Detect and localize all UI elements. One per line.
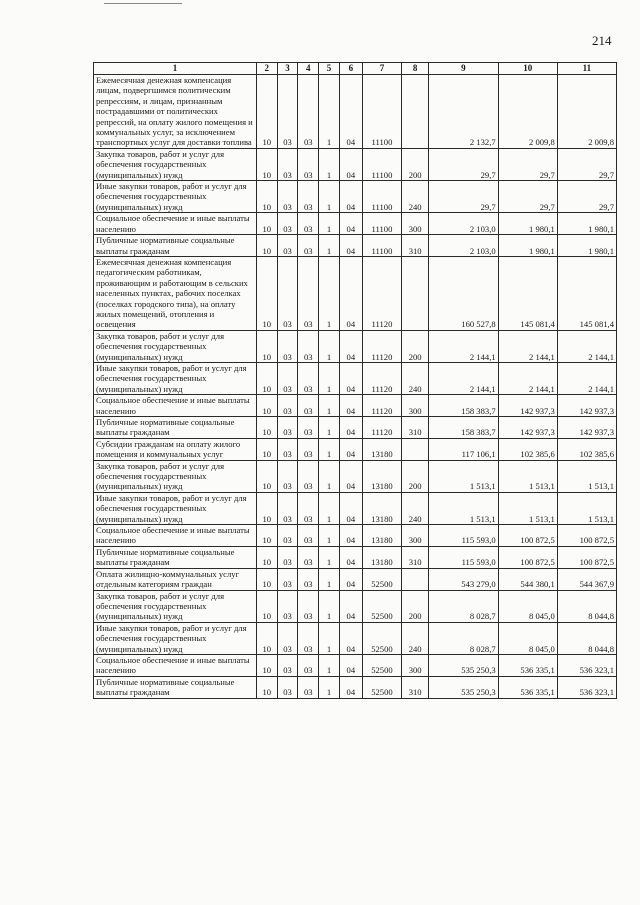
code-cell: 240 bbox=[402, 181, 429, 213]
code-cell: 03 bbox=[277, 148, 298, 180]
code-cell: 11100 bbox=[362, 213, 401, 235]
amount-cell: 29,7 bbox=[498, 148, 557, 180]
code-cell: 04 bbox=[339, 417, 362, 439]
code-cell: 310 bbox=[402, 417, 429, 439]
code-cell: 03 bbox=[277, 235, 298, 257]
amount-cell: 1 513,1 bbox=[557, 492, 616, 524]
table-row bbox=[94, 75, 617, 149]
code-cell: 04 bbox=[339, 460, 362, 492]
code-cell: 240 bbox=[402, 492, 429, 524]
code-cell: 200 bbox=[402, 590, 429, 622]
code-cell: 03 bbox=[277, 568, 298, 590]
code-cell: 310 bbox=[402, 676, 429, 698]
amount-cell: 1 513,1 bbox=[498, 460, 557, 492]
column-header: 5 bbox=[319, 63, 340, 75]
column-header: 4 bbox=[298, 63, 319, 75]
code-cell: 10 bbox=[256, 460, 277, 492]
code-cell: 03 bbox=[277, 330, 298, 362]
column-header: 8 bbox=[402, 63, 429, 75]
code-cell: 03 bbox=[277, 546, 298, 568]
code-cell: 1 bbox=[319, 492, 340, 524]
column-header: 2 bbox=[256, 63, 277, 75]
amount-cell: 100 872,5 bbox=[557, 546, 616, 568]
row-name-cell: Субсидии гражданам на оплату жилого помещения и коммунальных услуг bbox=[94, 438, 257, 460]
amount-cell: 8 028,7 bbox=[429, 622, 499, 654]
code-cell: 52500 bbox=[362, 590, 401, 622]
code-cell: 03 bbox=[298, 438, 319, 460]
table-row bbox=[94, 362, 617, 394]
column-header: 7 bbox=[362, 63, 401, 75]
amount-cell: 1 980,1 bbox=[557, 235, 616, 257]
code-cell: 03 bbox=[298, 235, 319, 257]
code-cell: 240 bbox=[402, 362, 429, 394]
code-cell: 52500 bbox=[362, 676, 401, 698]
code-cell: 1 bbox=[319, 181, 340, 213]
code-cell: 1 bbox=[319, 213, 340, 235]
code-cell: 03 bbox=[298, 256, 319, 330]
table-row bbox=[94, 395, 617, 417]
amount-cell: 1 980,1 bbox=[498, 213, 557, 235]
row-name-cell: Публичные нормативные социальные выплаты гражданам bbox=[94, 676, 257, 698]
row-name-cell: Ежемесячная денежная компенсация педагогическим работникам, проживающим и работающим в сельских населенных пунктах, рабочих поселках (поселках городского типа), на оплату жилых помещений, отопления и освещения bbox=[94, 256, 257, 330]
code-cell: 10 bbox=[256, 492, 277, 524]
table-row bbox=[94, 417, 617, 439]
code-cell: 52500 bbox=[362, 654, 401, 676]
code-cell: 04 bbox=[339, 75, 362, 149]
table-row bbox=[94, 525, 617, 547]
top-rule bbox=[104, 3, 182, 4]
code-cell: 310 bbox=[402, 546, 429, 568]
code-cell: 03 bbox=[298, 75, 319, 149]
amount-cell: 115 593,0 bbox=[429, 546, 499, 568]
amount-cell: 2 144,1 bbox=[557, 362, 616, 394]
code-cell: 03 bbox=[298, 590, 319, 622]
amount-cell: 2 103,0 bbox=[429, 213, 499, 235]
code-cell: 03 bbox=[298, 492, 319, 524]
code-cell: 1 bbox=[319, 235, 340, 257]
code-cell: 03 bbox=[277, 590, 298, 622]
amount-cell: 2 009,8 bbox=[557, 75, 616, 149]
amount-cell: 1 513,1 bbox=[557, 460, 616, 492]
code-cell: 52500 bbox=[362, 622, 401, 654]
amount-cell: 2 103,0 bbox=[429, 235, 499, 257]
code-cell: 11100 bbox=[362, 75, 401, 149]
code-cell: 1 bbox=[319, 525, 340, 547]
table-row bbox=[94, 654, 617, 676]
table-row bbox=[94, 590, 617, 622]
code-cell: 03 bbox=[277, 654, 298, 676]
table-row bbox=[94, 492, 617, 524]
code-cell bbox=[402, 438, 429, 460]
code-cell: 10 bbox=[256, 235, 277, 257]
code-cell: 04 bbox=[339, 622, 362, 654]
code-cell: 11100 bbox=[362, 235, 401, 257]
amount-cell: 158 383,7 bbox=[429, 417, 499, 439]
code-cell: 04 bbox=[339, 213, 362, 235]
column-header: 3 bbox=[277, 63, 298, 75]
row-name-cell: Социальное обеспечение и иные выплаты населению bbox=[94, 654, 257, 676]
code-cell: 03 bbox=[298, 395, 319, 417]
table-row bbox=[94, 568, 617, 590]
table-row bbox=[94, 181, 617, 213]
code-cell: 10 bbox=[256, 256, 277, 330]
code-cell: 10 bbox=[256, 622, 277, 654]
code-cell: 300 bbox=[402, 525, 429, 547]
amount-cell: 536 323,1 bbox=[557, 654, 616, 676]
code-cell: 1 bbox=[319, 395, 340, 417]
code-cell: 03 bbox=[277, 676, 298, 698]
amount-cell: 1 980,1 bbox=[498, 235, 557, 257]
code-cell: 03 bbox=[298, 568, 319, 590]
column-header: 6 bbox=[339, 63, 362, 75]
amount-cell: 100 872,5 bbox=[498, 525, 557, 547]
code-cell: 04 bbox=[339, 181, 362, 213]
code-cell: 1 bbox=[319, 622, 340, 654]
code-cell: 04 bbox=[339, 395, 362, 417]
code-cell: 1 bbox=[319, 75, 340, 149]
amount-cell: 142 937,3 bbox=[498, 395, 557, 417]
code-cell: 04 bbox=[339, 330, 362, 362]
amount-cell: 544 367,9 bbox=[557, 568, 616, 590]
code-cell: 13180 bbox=[362, 438, 401, 460]
amount-cell: 142 937,3 bbox=[557, 417, 616, 439]
code-cell bbox=[402, 256, 429, 330]
row-name-cell: Закупка товаров, работ и услуг для обеспечения государственных (муниципальных) нужд bbox=[94, 148, 257, 180]
code-cell: 300 bbox=[402, 654, 429, 676]
amount-cell: 100 872,5 bbox=[557, 525, 616, 547]
table-row bbox=[94, 546, 617, 568]
amount-cell: 117 106,1 bbox=[429, 438, 499, 460]
code-cell: 10 bbox=[256, 676, 277, 698]
column-header: 10 bbox=[498, 63, 557, 75]
code-cell: 03 bbox=[298, 330, 319, 362]
amount-cell: 536 323,1 bbox=[557, 676, 616, 698]
code-cell: 03 bbox=[298, 181, 319, 213]
row-name-cell: Ежемесячная денежная компенсация лицам, подвергшимся политическим репрессиям, и лицам, признанным пострадавшими от политических репрессий, на оплату жилого помещения и коммунальных услуг, за исключением транспортных услуг для доставки топлива bbox=[94, 75, 257, 149]
table-row bbox=[94, 438, 617, 460]
table-row bbox=[94, 256, 617, 330]
amount-cell: 8 044,8 bbox=[557, 590, 616, 622]
table-row bbox=[94, 213, 617, 235]
code-cell bbox=[402, 568, 429, 590]
code-cell: 04 bbox=[339, 256, 362, 330]
code-cell: 300 bbox=[402, 213, 429, 235]
code-cell: 03 bbox=[298, 148, 319, 180]
amount-cell: 8 045,0 bbox=[498, 622, 557, 654]
code-cell: 13180 bbox=[362, 525, 401, 547]
amount-cell: 2 144,1 bbox=[429, 362, 499, 394]
code-cell: 10 bbox=[256, 330, 277, 362]
code-cell: 52500 bbox=[362, 568, 401, 590]
amount-cell: 29,7 bbox=[429, 181, 499, 213]
row-name-cell: Закупка товаров, работ и услуг для обеспечения государственных (муниципальных) нужд bbox=[94, 460, 257, 492]
amount-cell: 29,7 bbox=[557, 148, 616, 180]
row-name-cell: Иные закупки товаров, работ и услуг для обеспечения государственных (муниципальных) нужд bbox=[94, 362, 257, 394]
row-name-cell: Публичные нормативные социальные выплаты гражданам bbox=[94, 546, 257, 568]
row-name-cell: Социальное обеспечение и иные выплаты населению bbox=[94, 213, 257, 235]
code-cell: 04 bbox=[339, 525, 362, 547]
code-cell: 1 bbox=[319, 330, 340, 362]
amount-cell: 8 045,0 bbox=[498, 590, 557, 622]
code-cell: 03 bbox=[298, 525, 319, 547]
amount-cell: 160 527,8 bbox=[429, 256, 499, 330]
code-cell: 11120 bbox=[362, 330, 401, 362]
code-cell: 03 bbox=[277, 395, 298, 417]
code-cell: 03 bbox=[298, 622, 319, 654]
code-cell: 10 bbox=[256, 181, 277, 213]
code-cell: 10 bbox=[256, 148, 277, 180]
code-cell: 10 bbox=[256, 546, 277, 568]
code-cell: 10 bbox=[256, 525, 277, 547]
code-cell: 03 bbox=[277, 417, 298, 439]
amount-cell: 535 250,3 bbox=[429, 654, 499, 676]
code-cell: 11120 bbox=[362, 395, 401, 417]
column-header: 11 bbox=[557, 63, 616, 75]
amount-cell: 145 081,4 bbox=[557, 256, 616, 330]
row-name-cell: Закупка товаров, работ и услуг для обеспечения государственных (муниципальных) нужд bbox=[94, 330, 257, 362]
row-name-cell: Иные закупки товаров, работ и услуг для обеспечения государственных (муниципальных) нужд bbox=[94, 622, 257, 654]
amount-cell: 536 335,1 bbox=[498, 676, 557, 698]
amount-cell: 145 081,4 bbox=[498, 256, 557, 330]
amount-cell: 544 380,1 bbox=[498, 568, 557, 590]
amount-cell: 29,7 bbox=[429, 148, 499, 180]
amount-cell: 8 044,8 bbox=[557, 622, 616, 654]
code-cell: 04 bbox=[339, 362, 362, 394]
amount-cell: 2 144,1 bbox=[429, 330, 499, 362]
table-row bbox=[94, 676, 617, 698]
amount-cell: 102 385,6 bbox=[557, 438, 616, 460]
row-name-cell: Публичные нормативные социальные выплаты гражданам bbox=[94, 417, 257, 439]
code-cell: 240 bbox=[402, 622, 429, 654]
code-cell: 03 bbox=[277, 492, 298, 524]
code-cell: 1 bbox=[319, 654, 340, 676]
code-cell: 03 bbox=[277, 460, 298, 492]
code-cell: 04 bbox=[339, 492, 362, 524]
amount-cell: 1 513,1 bbox=[429, 460, 499, 492]
page-number: 214 bbox=[592, 33, 612, 48]
code-cell: 1 bbox=[319, 256, 340, 330]
amount-cell: 115 593,0 bbox=[429, 525, 499, 547]
code-cell: 04 bbox=[339, 590, 362, 622]
code-cell: 11120 bbox=[362, 417, 401, 439]
amount-cell: 1 513,1 bbox=[429, 492, 499, 524]
code-cell: 10 bbox=[256, 362, 277, 394]
amount-cell: 142 937,3 bbox=[498, 417, 557, 439]
code-cell: 1 bbox=[319, 362, 340, 394]
table-header-row bbox=[94, 63, 617, 75]
amount-cell: 535 250,3 bbox=[429, 676, 499, 698]
amount-cell: 100 872,5 bbox=[498, 546, 557, 568]
table-row bbox=[94, 330, 617, 362]
table-row bbox=[94, 622, 617, 654]
code-cell: 200 bbox=[402, 148, 429, 180]
code-cell: 03 bbox=[298, 546, 319, 568]
code-cell: 1 bbox=[319, 590, 340, 622]
code-cell: 03 bbox=[277, 213, 298, 235]
amount-cell: 2 144,1 bbox=[498, 362, 557, 394]
row-name-cell: Социальное обеспечение и иные выплаты населению bbox=[94, 395, 257, 417]
code-cell: 10 bbox=[256, 213, 277, 235]
code-cell: 10 bbox=[256, 417, 277, 439]
code-cell: 03 bbox=[277, 622, 298, 654]
code-cell: 13180 bbox=[362, 492, 401, 524]
code-cell: 03 bbox=[277, 256, 298, 330]
code-cell: 10 bbox=[256, 438, 277, 460]
row-name-cell: Социальное обеспечение и иные выплаты населению bbox=[94, 525, 257, 547]
code-cell: 11120 bbox=[362, 256, 401, 330]
amount-cell: 29,7 bbox=[557, 181, 616, 213]
table-row bbox=[94, 460, 617, 492]
amount-cell: 2 009,8 bbox=[498, 75, 557, 149]
code-cell: 11100 bbox=[362, 181, 401, 213]
code-cell: 03 bbox=[277, 75, 298, 149]
amount-cell: 2 144,1 bbox=[498, 330, 557, 362]
code-cell: 1 bbox=[319, 676, 340, 698]
code-cell: 1 bbox=[319, 568, 340, 590]
code-cell: 200 bbox=[402, 460, 429, 492]
code-cell: 03 bbox=[298, 362, 319, 394]
code-cell: 1 bbox=[319, 148, 340, 180]
code-cell: 03 bbox=[298, 460, 319, 492]
code-cell: 03 bbox=[298, 654, 319, 676]
code-cell: 13180 bbox=[362, 546, 401, 568]
code-cell: 200 bbox=[402, 330, 429, 362]
amount-cell: 102 385,6 bbox=[498, 438, 557, 460]
column-header: 9 bbox=[429, 63, 499, 75]
amount-cell: 29,7 bbox=[498, 181, 557, 213]
code-cell: 13180 bbox=[362, 460, 401, 492]
code-cell: 03 bbox=[298, 213, 319, 235]
amount-cell: 142 937,3 bbox=[557, 395, 616, 417]
code-cell: 1 bbox=[319, 417, 340, 439]
amount-cell: 2 132,7 bbox=[429, 75, 499, 149]
code-cell: 04 bbox=[339, 438, 362, 460]
row-name-cell: Оплата жилищно-коммунальных услуг отдельным категориям граждан bbox=[94, 568, 257, 590]
code-cell: 300 bbox=[402, 395, 429, 417]
code-cell: 04 bbox=[339, 568, 362, 590]
code-cell: 10 bbox=[256, 590, 277, 622]
table-body bbox=[94, 75, 617, 699]
code-cell: 10 bbox=[256, 75, 277, 149]
code-cell: 04 bbox=[339, 654, 362, 676]
code-cell bbox=[402, 75, 429, 149]
amount-cell: 543 279,0 bbox=[429, 568, 499, 590]
amount-cell: 1 980,1 bbox=[557, 213, 616, 235]
code-cell: 04 bbox=[339, 235, 362, 257]
code-cell: 03 bbox=[277, 438, 298, 460]
code-cell: 03 bbox=[277, 525, 298, 547]
amount-cell: 2 144,1 bbox=[557, 330, 616, 362]
code-cell: 10 bbox=[256, 568, 277, 590]
table-row bbox=[94, 148, 617, 180]
code-cell: 03 bbox=[277, 362, 298, 394]
amount-cell: 8 028,7 bbox=[429, 590, 499, 622]
code-cell: 04 bbox=[339, 676, 362, 698]
code-cell: 1 bbox=[319, 460, 340, 492]
code-cell: 11100 bbox=[362, 148, 401, 180]
code-cell: 03 bbox=[298, 417, 319, 439]
code-cell: 1 bbox=[319, 546, 340, 568]
amount-cell: 1 513,1 bbox=[498, 492, 557, 524]
amount-cell: 536 335,1 bbox=[498, 654, 557, 676]
code-cell: 03 bbox=[298, 676, 319, 698]
budget-table bbox=[93, 62, 617, 699]
code-cell: 310 bbox=[402, 235, 429, 257]
code-cell: 03 bbox=[277, 181, 298, 213]
row-name-cell: Иные закупки товаров, работ и услуг для обеспечения государственных (муниципальных) нужд bbox=[94, 492, 257, 524]
row-name-cell: Закупка товаров, работ и услуг для обеспечения государственных (муниципальных) нужд bbox=[94, 590, 257, 622]
code-cell: 10 bbox=[256, 395, 277, 417]
column-header: 1 bbox=[94, 63, 257, 75]
code-cell: 11120 bbox=[362, 362, 401, 394]
row-name-cell: Публичные нормативные социальные выплаты гражданам bbox=[94, 235, 257, 257]
amount-cell: 158 383,7 bbox=[429, 395, 499, 417]
row-name-cell: Иные закупки товаров, работ и услуг для обеспечения государственных (муниципальных) нужд bbox=[94, 181, 257, 213]
code-cell: 10 bbox=[256, 654, 277, 676]
code-cell: 04 bbox=[339, 546, 362, 568]
code-cell: 04 bbox=[339, 148, 362, 180]
table-row bbox=[94, 235, 617, 257]
code-cell: 1 bbox=[319, 438, 340, 460]
